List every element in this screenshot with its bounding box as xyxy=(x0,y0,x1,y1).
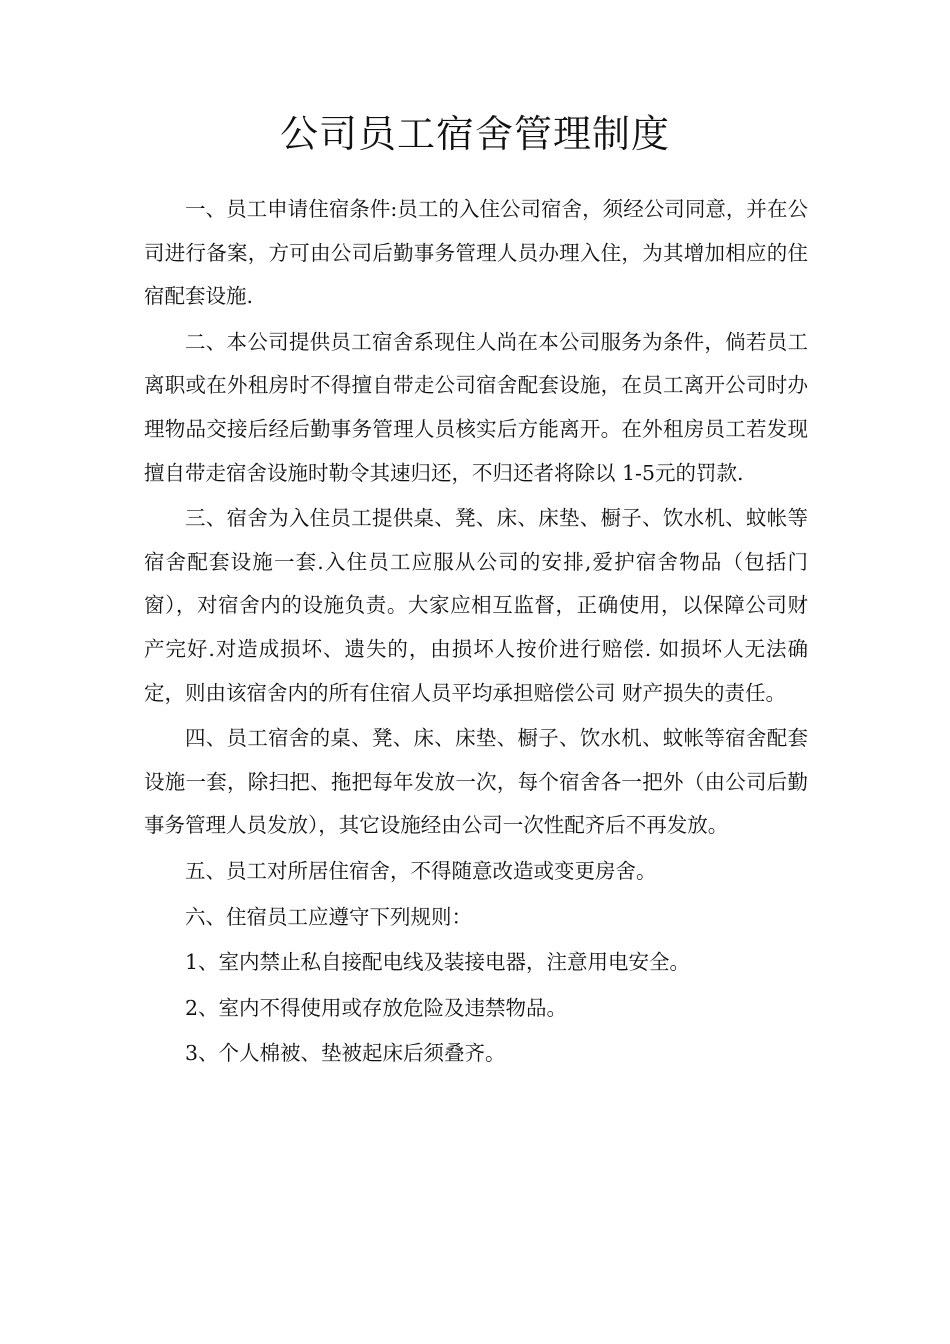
rule-3: 3、个人棉被、垫被起床后须叠齐。 xyxy=(185,1041,506,1066)
document-body xyxy=(144,186,808,1076)
rule-2: 2、室内不得使用或存放危险及违禁物品。 xyxy=(185,995,568,1020)
section-3-paragraph: 三、宿舍为入住员工提供桌、凳、床、床垫、橱子、饮水机、蚊帐等宿舍配套设施一套.入住员工应服从公司的安排,爱护宿舍物品（包括门窗），对宿舍内的设施负责。大家应相互监督，正确使用，以保障公司财产完好.对造成损坏、遗失的，由损坏人按价进行赔偿. 如损坏人无法确定，则由该宿舍内的所有住宿人员平均承担赔偿公司 财产损失的责任。 xyxy=(144,506,808,705)
section-4-paragraph: 四、员工宿舍的桌、凳、床、床垫、橱子、饮水机、蚊帐等宿舍配套设施一套，除扫把、拖把每年发放一次，每个宿舍各一把外（由公司后勤事务管理人员发放），其它设施经由公司一次性配齐后不再发放。 xyxy=(144,726,808,838)
rule-1: 1、室内禁止私自接配电线及装接电器，注意用电安全。 xyxy=(185,950,691,975)
document-title: 公司员工宿舍管理制度 xyxy=(279,112,670,156)
section-2-paragraph: 二、本公司提供员工宿舍系现住人尚在本公司服务为条件，倘若员工离职或在外租房时不得擅自带走公司宿舍配套设施，在员工离开公司时办理物品交接后经后勤事务管理人员核实后方能离开。在外租房员工若发现擅自带走宿舍设施时勒令其速归还，不归还者将除以 1-5元的罚款. xyxy=(144,329,808,485)
section-1-paragraph: 一、员工申请住宿条件:员工的入住公司宿舍，须经公司同意，并在公司进行备案，方可由公司后勤事务管理人员办理入住，为其增加相应的住宿配套设施. xyxy=(144,197,808,309)
section-6-paragraph: 六、住宿员工应遵守下列规则： xyxy=(185,904,472,929)
section-5-paragraph: 五、员工对所居住宿舍，不得随意改造或变更房舍。 xyxy=(185,858,657,883)
